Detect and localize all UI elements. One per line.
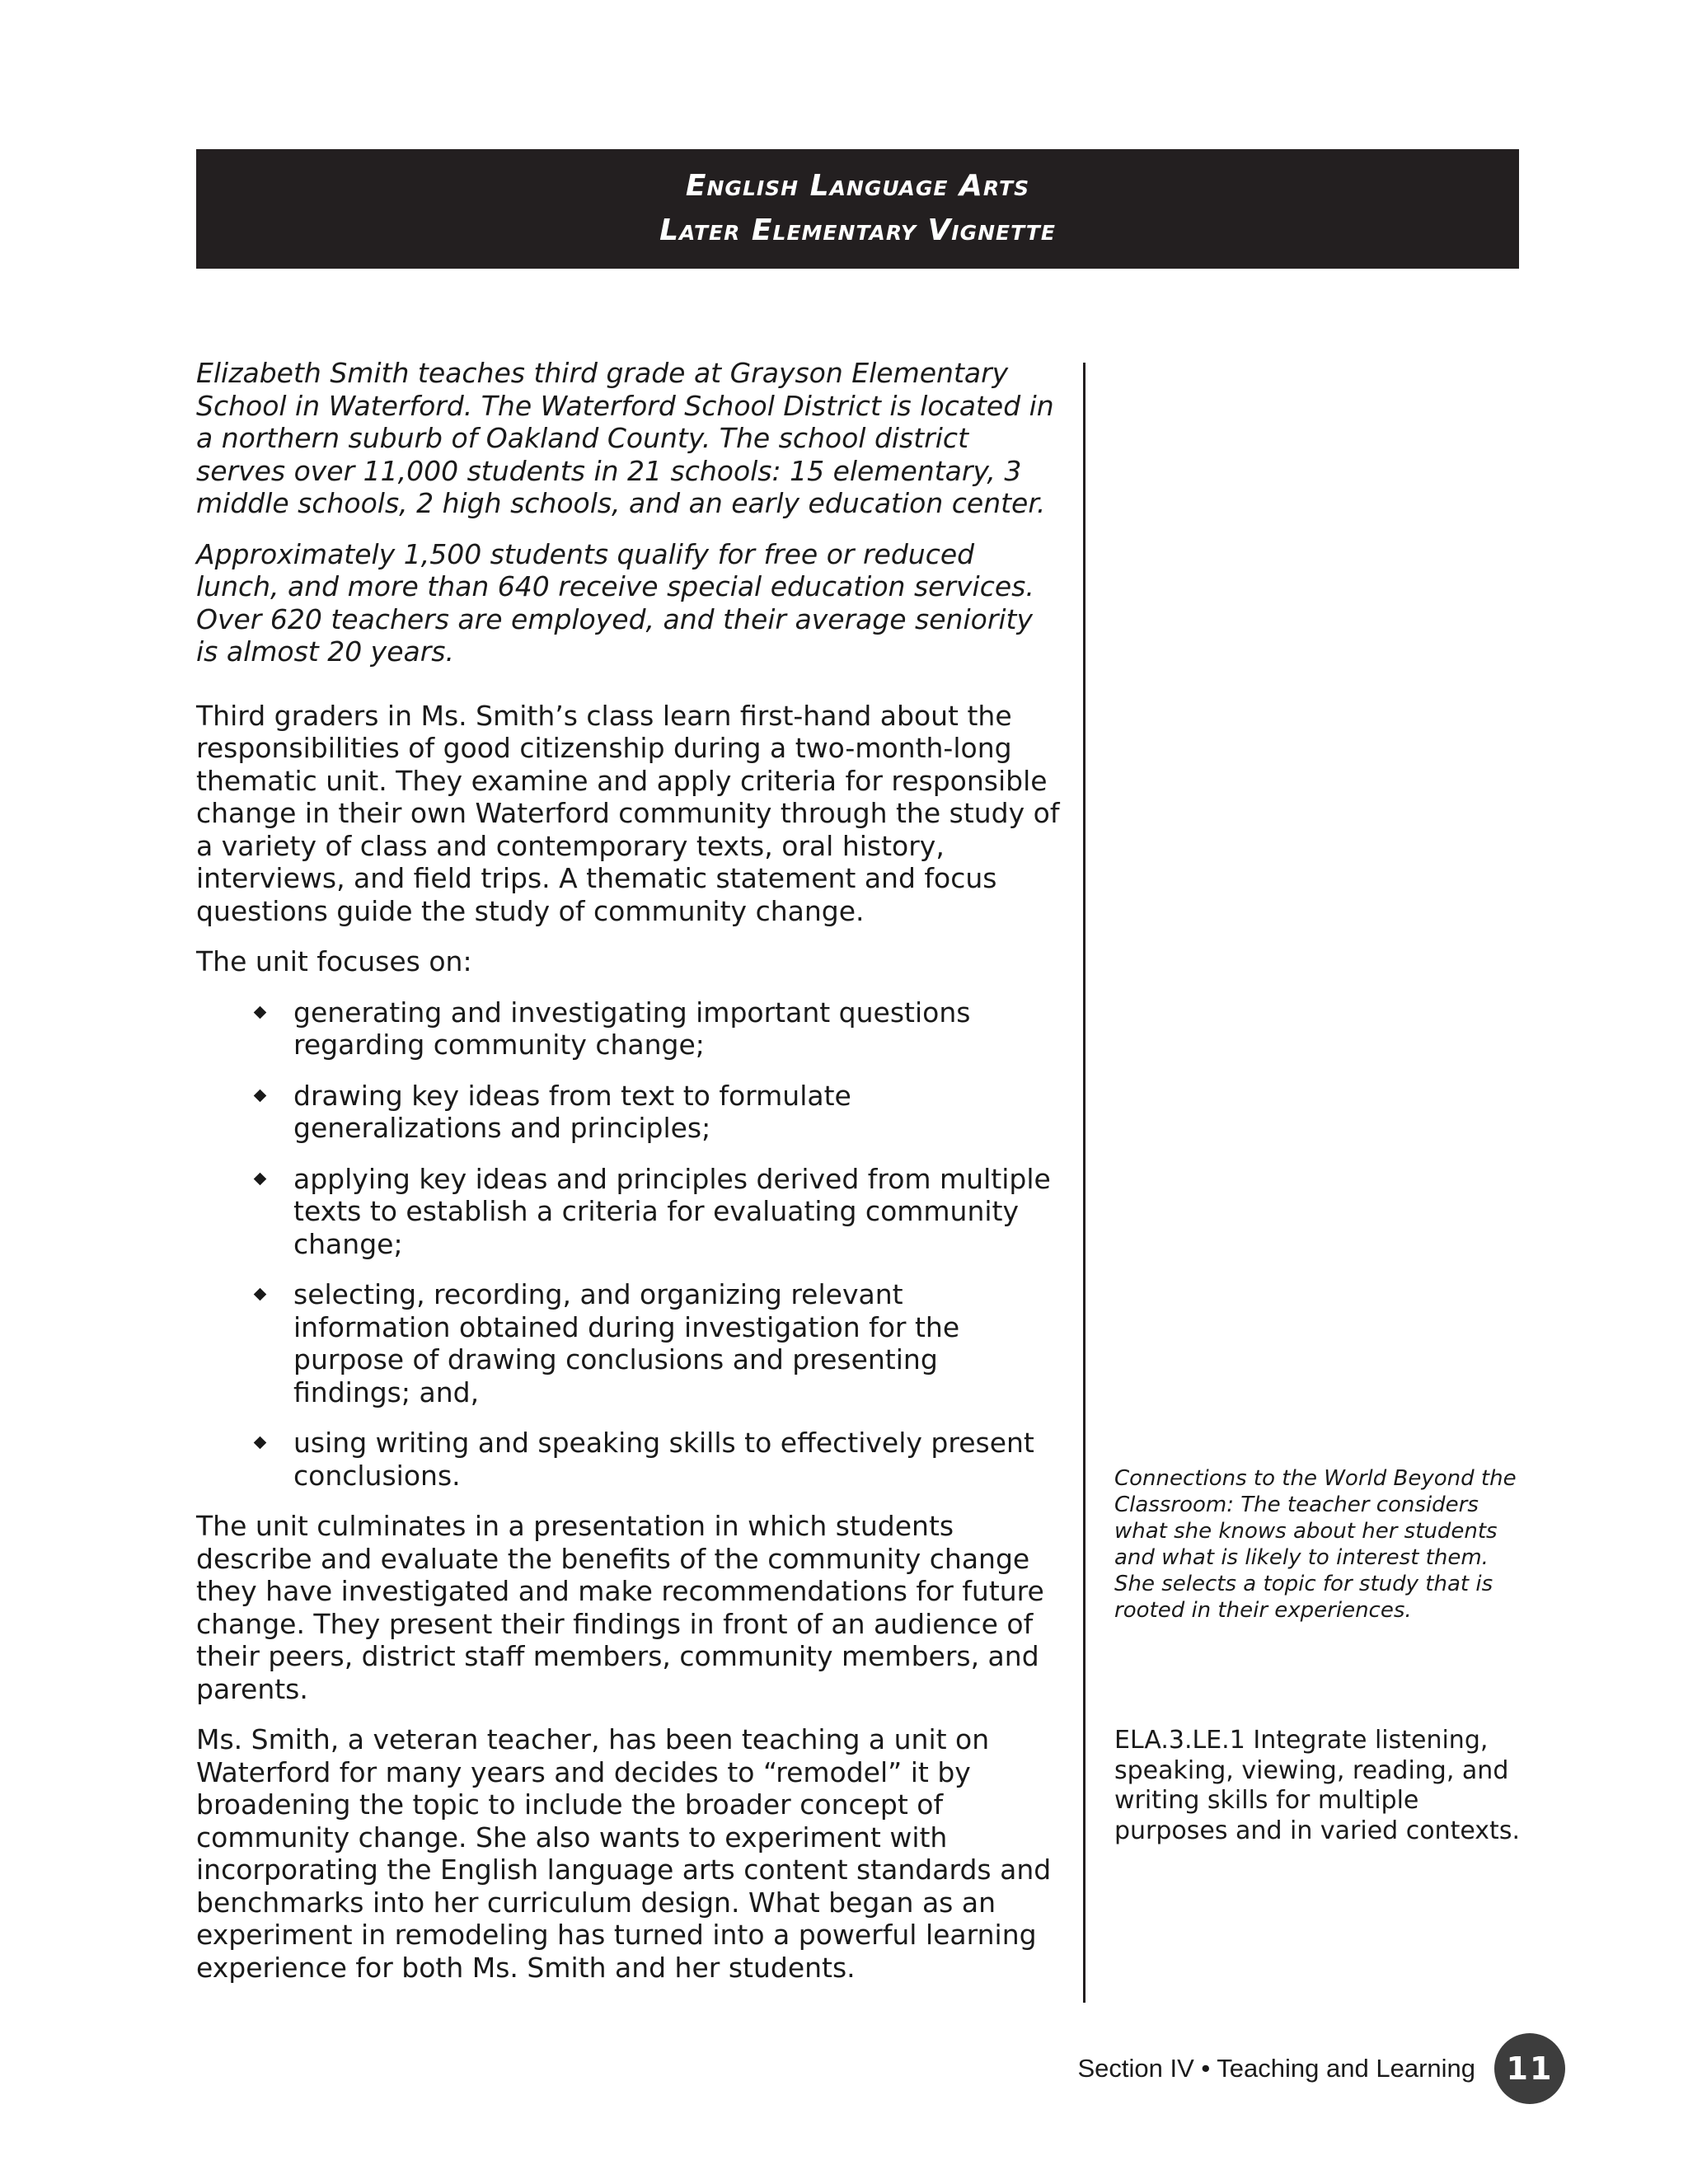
list-item-text: selecting, recording, and organizing relevant information obtained during investigation for the purpose of drawing conclusions and presenting findings; and,: [293, 1278, 960, 1408]
list-item: [293, 996, 1062, 1062]
sidebar-standard: ELA.3.LE.1 Integrate listening, speaking, viewing, reading, and writing skills for multiple purposes and in varied contexts.: [1114, 1726, 1520, 1845]
list-item: [293, 1278, 1062, 1408]
body-paragraph-3: The unit culminates in a presentation in which students describe and evaluate the benefits of the community change they have investigated and make recommendations for future change. They present their findings in front of an audience of their peers, district staff members, community members, and parents.: [196, 1510, 1044, 1705]
sidebar-note: Connections to the World Beyond the Classroom: The teacher considers what she knows about her students and what is likely to interest them. She selects a topic for study that is rooted in their experiences.: [1114, 1466, 1517, 1623]
diamond-bullet-icon: [254, 1288, 267, 1301]
list-item-text: using writing and speaking skills to effectively present conclusions.: [293, 1427, 1034, 1492]
list-item-text: drawing key ideas from text to formulate generalizations and principles;: [293, 1079, 851, 1144]
list-item: [293, 1163, 1062, 1261]
footer-section-label: Section IV • Teaching and Learning: [1077, 2054, 1475, 2083]
main-column: [196, 357, 1062, 1984]
diamond-bullet-icon: [254, 1005, 267, 1019]
list-item: [293, 1080, 1062, 1145]
column-divider: [1083, 363, 1085, 2003]
list-item-text: applying key ideas and principles derived from multiple texts to establish a criteria for evaluating community change;: [293, 1162, 1051, 1260]
body-paragraph-1: Third graders in Ms. Smith’s class learn first-hand about the responsibilities of good citizenship during a two-month-long thematic unit. They examine and apply criteria for responsible change in their own Waterford community through the study of a variety of class and contemporary texts, oral history, interviews, and field trips. A thematic statement and focus questions guide the study of community change.: [196, 699, 1060, 927]
diamond-bullet-icon: [254, 1172, 267, 1185]
body-paragraph-2: The unit focuses on:: [196, 945, 472, 977]
list-item-text: generating and investigating important questions regarding community change;: [293, 996, 971, 1061]
intro-paragraph-1: Elizabeth Smith teaches third grade at Grayson Elementary School in Waterford. The Waterford School District is located in a northern suburb of Oakland County. The school district serves over 11,000 students in 21 schools: 15 elementary, 3 middle schools, 2 high schools, and an early education center.: [196, 357, 1054, 519]
focus-list: [196, 996, 1062, 1493]
diamond-bullet-icon: [254, 1436, 267, 1450]
page-number-badge: 11: [1494, 2033, 1565, 2104]
body-paragraph-4: Ms. Smith, a veteran teacher, has been teaching a unit on Waterford for many years and decides to “remodel” it by broadening the topic to include the broader concept of community change. She also wants to experiment with incorporating the English language arts content standards and benchmarks into her curriculum design. What began as an experiment in remodeling has turned into a powerful learning experience for both Ms. Smith and her students.: [196, 1723, 1052, 1984]
diamond-bullet-icon: [254, 1089, 267, 1102]
title-banner: [196, 149, 1519, 269]
list-item: [293, 1427, 1062, 1492]
intro-paragraph-2: Approximately 1,500 students qualify for free or reduced lunch, and more than 640 receive special education services. Over 620 teachers are employed, and their average seniority is almost 20 years.: [196, 537, 1034, 668]
title-line-2: Later Elementary Vignette: [659, 213, 1056, 247]
title-line-1: English Language Arts: [685, 169, 1030, 203]
